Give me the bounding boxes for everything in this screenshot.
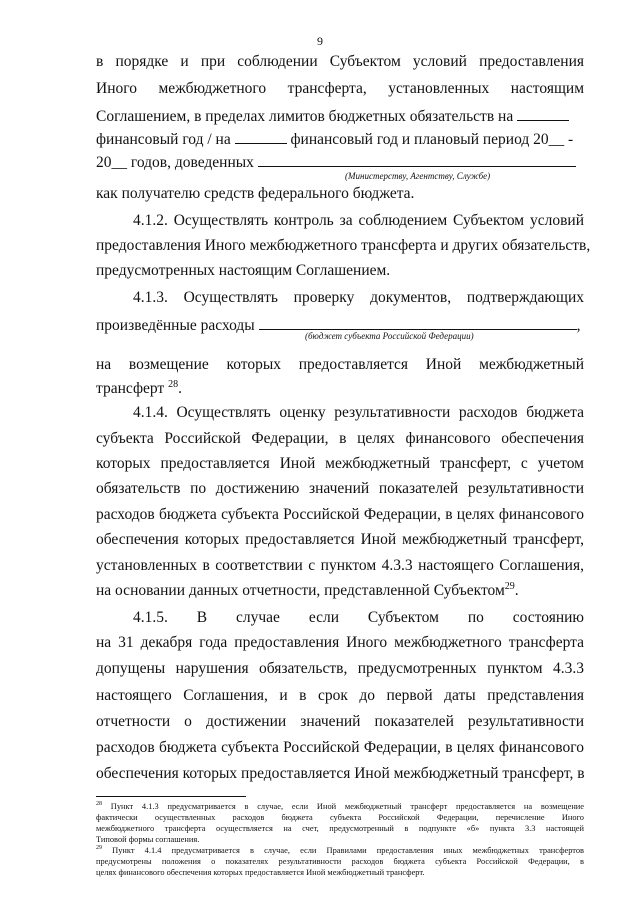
field-caption: (Министерству, Агентству, Службе) [345, 171, 491, 181]
text-fragment: . [514, 582, 519, 599]
paragraph-4-1-2: 4.1.2. Осуществлять контроль за соблюдением Субъектом условий [133, 212, 584, 229]
text-line: настоящего Соглашения, и в срок до первой даты представления [96, 687, 584, 704]
text-line: обязательств по достижению значений показателей результативности [96, 480, 584, 497]
text-fragment: Соглашением, в пределах лимитов бюджетных обязательств на [96, 108, 514, 125]
blank-field [259, 315, 577, 330]
text-line: установленных в соответствии с пунктом 4.3.3 настоящего Соглашения, [96, 557, 584, 574]
paragraph-4-1-4: 4.1.4. Осуществлять оценку результативности расходов бюджета [133, 404, 584, 421]
text-line: обеспечения которых предоставляется Иной межбюджетный трансферт, [96, 531, 584, 548]
text-line: Иного межбюджетного трансферта, установленных настоящим [96, 80, 584, 97]
text-line: расходов бюджета субъекта Российской Федерации, в целях финансового [96, 739, 584, 756]
page-number: 9 [317, 34, 323, 48]
footnote-text: Пункт 4.1.3 предусматривается в случае, если Иной межбюджетный трансферт предоставляется на возмещение [110, 802, 585, 811]
text-line [96, 152, 584, 172]
text-line: предусмотренных настоящим Соглашением. [96, 262, 391, 279]
text-line: предоставления Иного межбюджетного трансферта и других обязательств, [96, 237, 591, 254]
text-line [96, 380, 584, 398]
text-line [96, 106, 584, 126]
text-fragment: 20__ годов, доведенных [96, 154, 254, 171]
paragraph-4-1-3: 4.1.3. Осуществлять проверку документов, подтверждающих [133, 289, 584, 306]
text-fragment: финансовый год / на [96, 131, 231, 148]
footnote-line: Типовой формы соглашения. [96, 835, 200, 844]
text-line: на возмещение которых предоставляется Иной межбюджетный [96, 356, 584, 373]
text-line: которых предоставляется Иной межбюджетный трансферт, с учетом [96, 455, 584, 472]
text-line [96, 582, 584, 600]
text-fragment: , [576, 317, 581, 334]
text-line [96, 129, 584, 149]
text-line: на 31 декабря года предоставления Иного межбюджетного трансферта [96, 634, 584, 651]
blank-field [258, 152, 576, 167]
text-line: субъекта Российской Федерации, в целях финансового обеспечения [96, 430, 584, 447]
footnote-divider [96, 796, 246, 797]
blank-field [235, 129, 287, 144]
text-line: отчетности о достижении значений показателей результативности [96, 713, 584, 730]
footnote-text: Пункт 4.1.4 предусматривается в случае, если Правилами предоставления иных межбюджетных трансфертов [112, 846, 584, 855]
footnote-number: 29 [96, 845, 102, 852]
text-fragment: произведённые расходы [96, 317, 255, 334]
text-fragment: трансферт [96, 380, 165, 397]
text-line: как получателю средств федерального бюджета. [96, 185, 415, 202]
footnote-line: целях финансового обеспечения которых предоставляется Иной межбюджетный трансферт. [96, 868, 425, 877]
text-fragment: на основании данных отчетности, представленной Субъектом [96, 582, 505, 599]
blank-field [517, 106, 569, 121]
text-line: расходов бюджета субъекта Российской Федерации, в целях финансового [96, 506, 584, 523]
footnote-number: 28 [96, 801, 102, 808]
footnote-28 [96, 801, 584, 812]
text-line: обеспечения которых предоставляется Иной межбюджетный трансферт, в [96, 765, 585, 782]
field-caption: (бюджет субъекта Российской Федерации) [305, 331, 474, 341]
text-line: в порядке и при соблюдении Субъектом условий предоставления [96, 53, 584, 70]
footnote-29 [96, 845, 584, 856]
footnote-line: предусмотрены положения о показателях результативности расходов бюджета субъекта Российской Федерации, в [96, 857, 584, 866]
paragraph-4-1-5: 4.1.5. В случае если Субъектом по состоянию [133, 609, 584, 626]
footnote-ref: 28 [168, 378, 179, 390]
footnote-ref: 29 [504, 580, 515, 592]
text-fragment: финансовый год и плановый период 20__ - [290, 131, 574, 148]
text-line: допущены нарушения обязательств, предусмотренных пунктом 4.3.3 [96, 660, 584, 677]
footnote-line: фактически осуществленных расходов бюджета субъекта Российской Федерации, перечисление Иного [96, 813, 584, 822]
text-fragment: . [178, 380, 182, 397]
footnote-line: межбюджетного трансферта осуществляется на счет, предусмотренный в подпункте «б» пункта 3.3 настоящей [96, 824, 584, 833]
